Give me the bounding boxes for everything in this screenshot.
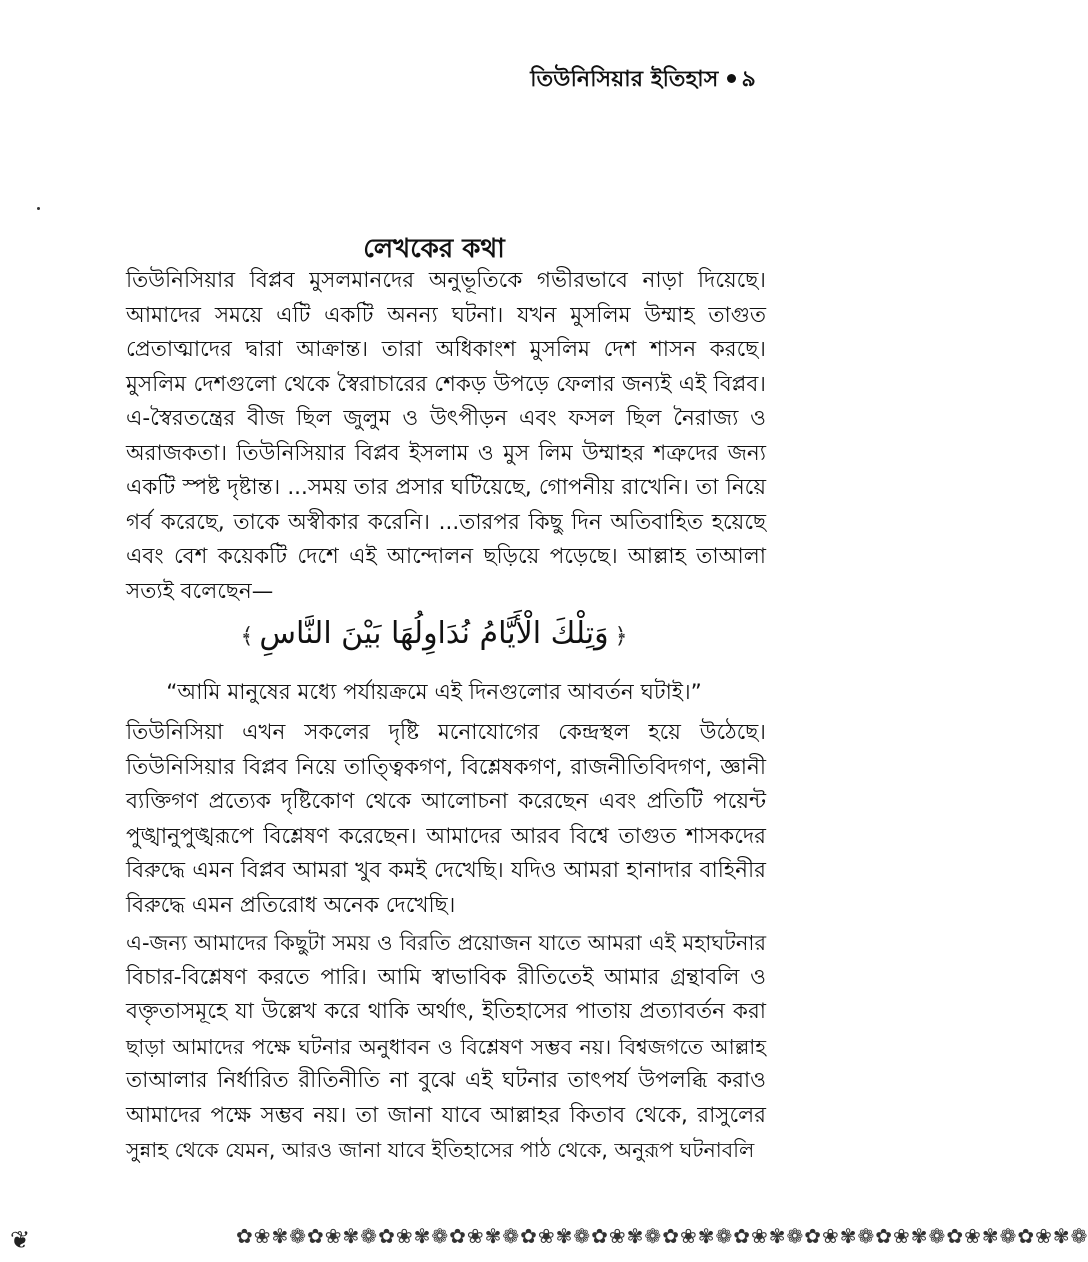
running-head-title: তিউনিসিয়ার ইতিহাস	[530, 67, 719, 92]
text-line: সুন্নাহ থেকে যেমন, আরও জানা যাবে ইতিহাসের পাঠ থেকে, অনুরূপ ঘটনাবলি	[126, 1138, 755, 1162]
text-line: এবং বেশ কয়েকটি দেশে এই আন্দোলন ছড়িয়ে পড়েছে। আল্লাহ তাআলা	[126, 544, 766, 569]
text-line: বিচার-বিশ্লেষণ করতে পারি। আমি স্বাভাবিক রীতিতেই আমার গ্রন্থাবলি ও	[126, 964, 766, 990]
footer-ornament-border: ✿❀✾❁✿❀✾❁✿❀✾❁✿❀✾❁✿❀✾❁✿❀✾❁✿❀✾❁✿❀✾❁✿❀✾❁✿❀✾❁✿❀✾❁✿❀✾❁	[236, 1224, 1088, 1248]
text-line: ব্যক্তিগণ প্রত্যেক দৃষ্টিকোণ থেকে আলোচনা করেছেন এবং প্রতিটি পয়েন্ট	[126, 789, 766, 814]
text-line: আমাদের পক্ষে সম্ভব নয়। তা জানা যাবে আল্লাহর কিতাব থেকে, রাসুলের	[126, 1102, 766, 1128]
arabic-verse-line	[0, 616, 868, 651]
running-head	[530, 62, 756, 99]
text-line: বিরুদ্ধে এমন প্রতিরোধ অনেক দেখেছি।	[126, 892, 456, 918]
text-line: প্রেতাত্মাদের দ্বারা আক্রান্ত। তারা অধিকাংশ মুসলিম দেশ শাসন করছে।	[126, 337, 766, 362]
text-line: তিউনিসিয়া এখন সকলের দৃষ্টি মনোযোগের কেন্দ্রস্থল হয়ে উঠেছে।	[126, 720, 766, 745]
bullet-icon	[727, 74, 736, 83]
text-line: মুসলিম দেশগুলো থেকে স্বৈরাচারের শেকড় উপড়ে ফেলার জন্যই এই বিপ্লব।	[126, 371, 766, 397]
arabic-verse: وَتِلْكَ الْأَيَّامُ نُدَاوِلُهَا بَيْنَ النَّاسِ	[259, 616, 609, 651]
text-line: গর্ব করেছে, তাকে অস্বীকার করেনি। ...তারপর কিছু দিন অতিবাহিত হয়েছে	[126, 509, 766, 535]
paragraph-1	[126, 264, 766, 609]
section-heading: লেখকের কথা	[363, 234, 505, 264]
text-line: এ-জন্য আমাদের কিছুটা সময় ও বিরতি প্রয়োজন যাতে আমরা এই মহাঘটনার	[126, 931, 766, 955]
text-line: তাআলার নির্ধারিত রীতিনীতি না বুঝে এই ঘটনার তাৎপর্য উপলব্ধি করাও	[126, 1068, 766, 1093]
corner-ornament-icon: ❦	[10, 1226, 31, 1254]
text-line: অরাজকতা। তিউনিসিয়ার বিপ্লব ইসলাম ও মুস লিম উম্মাহর শত্রুদের জন্য	[126, 440, 766, 466]
page-number: ৯	[741, 67, 756, 92]
text-line: এ-স্বৈরতন্ত্রের বীজ ছিল জুলুম ও উৎপীড়ন এবং ফসল ছিল নৈরাজ্য ও	[126, 406, 766, 431]
scan-speck	[37, 207, 40, 210]
verse-translation: “আমি মানুষের মধ্যে পর্যায়ক্রমে এই দিনগুলোর আবর্তন ঘটাই।”	[166, 680, 702, 705]
ornament-bracket-icon: ﴿	[614, 624, 628, 649]
text-line: আমাদের সময়ে এটি একটি অনন্য ঘটনা। যখন মুসলিম উম্মাহ তাগুত	[126, 302, 766, 328]
text-line: তিউনিসিয়ার বিপ্লব নিয়ে তাত্ত্বিকগণ, বিশ্লেষকগণ, রাজনীতিবিদগণ, জ্ঞানী	[126, 754, 766, 780]
text-line: বক্তৃতাসমূহে যা উল্লেখ করে থাকি অর্থাৎ, ইতিহাসের পাতায় প্রত্যাবর্তন করা	[126, 999, 766, 1024]
ornament-bracket-icon: ﴾	[240, 624, 254, 649]
text-line: ছাড়া আমাদের পক্ষে ঘটনার অনুধাবন ও বিশ্লেষণ সম্ভব নয়। বিশ্বজগতে আল্লাহ	[126, 1034, 766, 1059]
text-line: সত্যই বলেছেন—	[126, 578, 274, 604]
paragraph-3	[126, 926, 766, 1168]
text-line: পুঙ্খানুপুঙ্খরূপে বিশ্লেষণ করেছেন। আমাদের আরব বিশ্বে তাগুত শাসকদের	[126, 823, 766, 849]
paragraph-2	[126, 716, 766, 923]
text-line: একটি স্পষ্ট দৃষ্টান্ত। ...সময় তার প্রসার ঘটিয়েছে, গোপনীয় রাখেনি। তা নিয়ে	[126, 475, 766, 500]
text-line: বিরুদ্ধে এমন বিপ্লব আমরা খুব কমই দেখেছি। যদিও আমরা হানাদার বাহিনীর	[126, 858, 766, 883]
text-line: তিউনিসিয়ার বিপ্লব মুসলমানদের অনুভূতিকে গভীরভাবে নাড়া দিয়েছে।	[126, 268, 766, 293]
